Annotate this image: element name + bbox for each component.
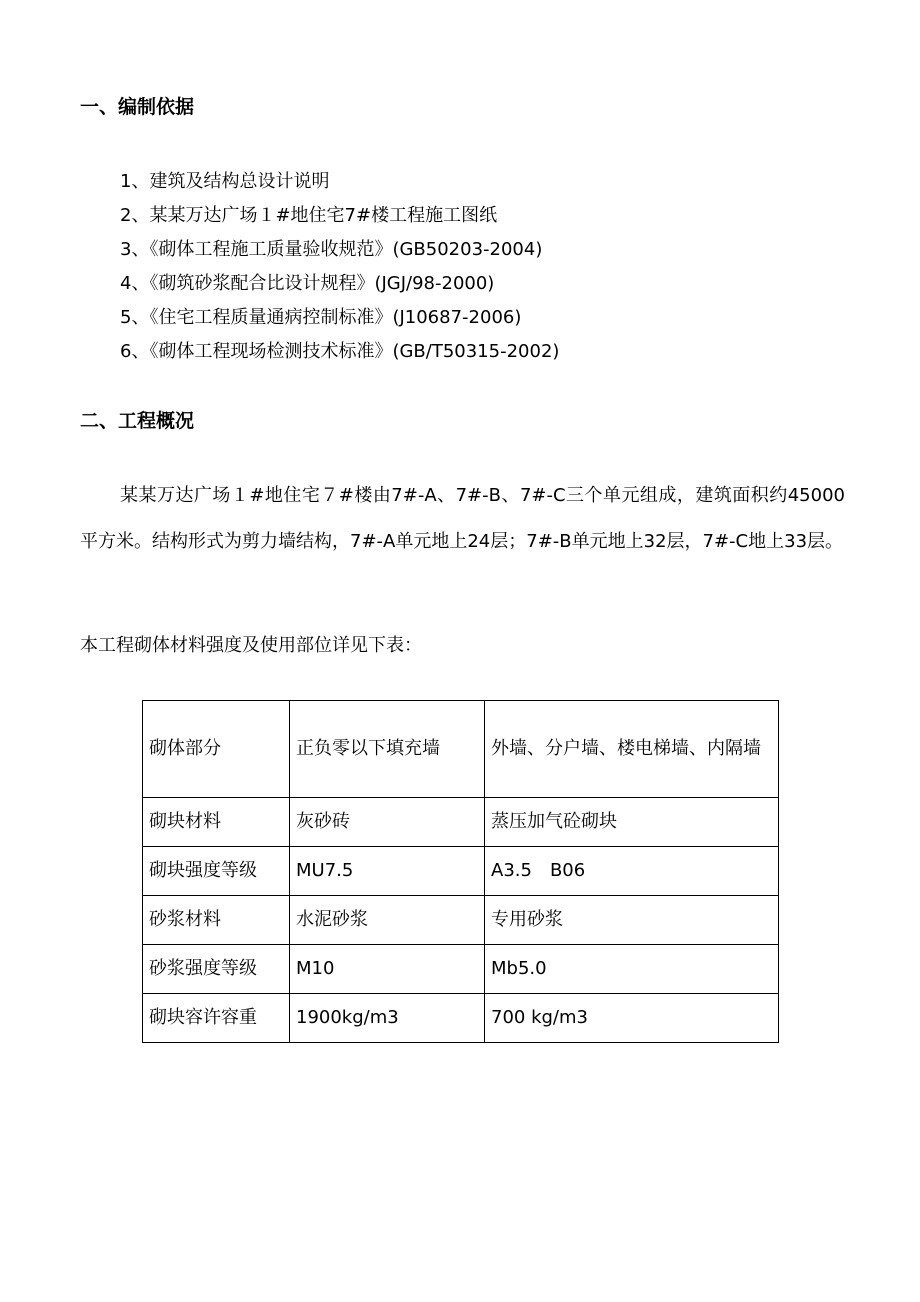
table-row [143,847,779,896]
project-overview-paragraph: 某某万达广场１#地住宅７#楼由7#-A、7#-B、7#-C三个单元组成，建筑面积约45000平方米。结构形式为剪力墙结构，7#-A单元地上24层；7#-B单元地上32层，7#-C地上33层。 [80,485,845,552]
table-cell: MU7.5 [290,847,485,896]
table-cell: 砂浆材料 [143,896,290,945]
table-cell: 1900kg/m3 [290,994,485,1043]
reference-item: 4、《砌筑砂浆配合比设计规程》(JGJ/98-2000) [120,273,495,294]
table-cell: 砌块容许容重 [143,994,290,1043]
table-row [143,896,779,945]
reference-item: 3、《砌体工程施工质量验收规范》(GB50203-2004) [120,239,543,260]
section-2-heading: 二、工程概况 [80,410,195,432]
table-cell: M10 [290,945,485,994]
reference-item: 1、建筑及结构总设计说明 [120,171,330,192]
table-cell: 砂浆强度等级 [143,945,290,994]
table-cell: 专用砂浆 [485,896,779,945]
table-header-cell: 正负零以下填充墙 [290,701,485,798]
table-cell: 蒸压加气砼砌块 [485,798,779,847]
masonry-spec-table [142,700,779,1043]
reference-item: 5、《住宅工程质量通病控制标准》(J10687-2006) [120,307,522,328]
table-cell: Mb5.0 [485,945,779,994]
table-cell: 砌块强度等级 [143,847,290,896]
table-intro: 本工程砌体材料强度及使用部位详见下表： [80,635,422,656]
table-row [143,994,779,1043]
table-cell: 700 kg/m3 [485,994,779,1043]
table-header-row [143,701,779,798]
table-cell: A3.5 B06 [485,847,779,896]
table-header-cell: 外墙、分户墙、楼电梯墙、内隔墙 [485,701,779,798]
section-1-heading: 一、编制依据 [80,96,195,118]
reference-item: 2、某某万达广场１#地住宅7#楼工程施工图纸 [120,205,498,226]
table-cell: 灰砂砖 [290,798,485,847]
table-header-cell: 砌体部分 [143,701,290,798]
table-cell: 水泥砂浆 [290,896,485,945]
table-row [143,945,779,994]
reference-item: 6、《砌体工程现场检测技术标准》(GB/T50315-2002) [120,341,560,362]
table-cell: 砌块材料 [143,798,290,847]
table-row [143,798,779,847]
